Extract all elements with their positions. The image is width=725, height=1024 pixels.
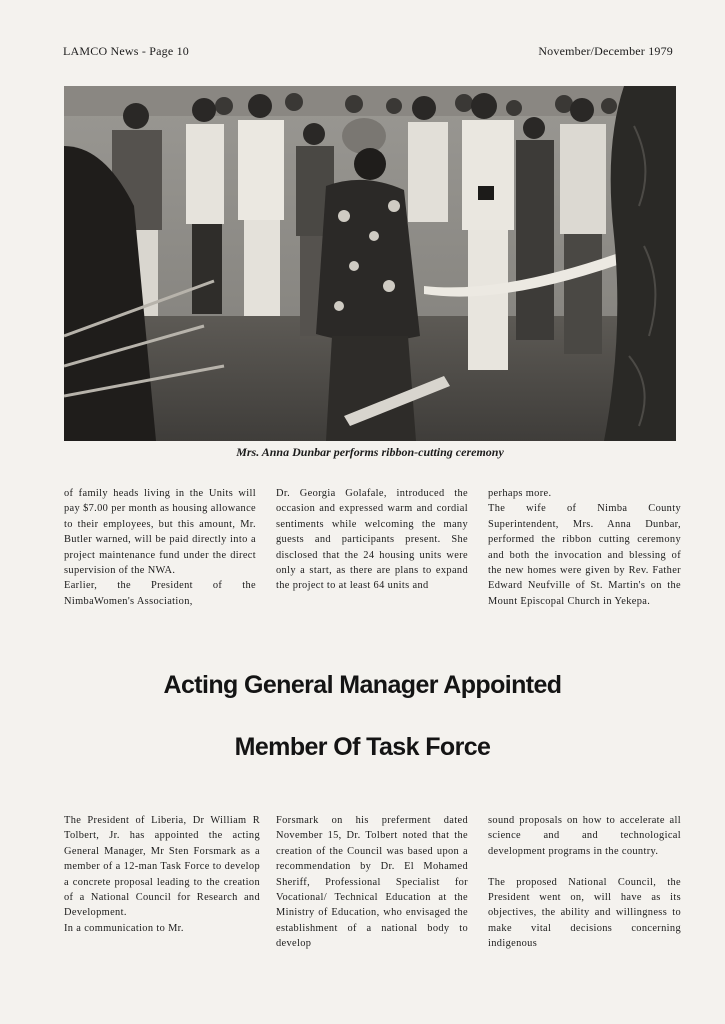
story2-column-1: The President of Liberia, Dr William R Tolbert, Jr. has appointed the acting General Manager, Mr Sten Forsmark as a member of a 12-man Task Force to develop a concrete proposal leading to the creation of a National Council for Research and Development. In a communication to Mr.	[64, 815, 260, 934]
ribbon-cutting-photo	[64, 86, 676, 441]
running-header-left: LAMCO News - Page 10	[63, 44, 189, 58]
photo-caption: Mrs. Anna Dunbar performs ribbon-cutting ceremony	[236, 445, 504, 459]
story2-column-2: Forsmark on his preferment dated November 15, Dr. Tolbert noted that the creation of the Council was based upon a recommendation by Dr. El Mohamed Sheriff, Professional Specialist for Vocational/ Technical Education at the Ministry of Education, who envisaged the establishment of a national body to develop	[276, 815, 468, 950]
article-headline: Acting General Manager Appointed	[163, 671, 562, 699]
story1-column-1: of family heads living in the Units will pay $7.00 per month as housing allowance to their employees, but this amount, Mr. Butler warned, will be paid directly into a project maintenance fund under the direct supervision of the NWA. Earlier, the President of the NimbaWomen's Association,	[64, 488, 256, 607]
article-subheadline: Member Of Task Force	[234, 733, 491, 761]
story1-column-3: perhaps more. The wife of Nimba County Superintendent, Mrs. Anna Dunbar, performed the ribbon cutting ceremony and both the invocation and blessing of the new homes were given by Rev. Father Edward Neufville of St. Martin's on the Mount Episcopal Church in Yekepa.	[488, 488, 681, 607]
story1-column-2: Dr. Georgia Golafale, introduced the occasion and expressed warm and cordial sentiments while welcoming the many guests and participants present. She disclosed that the 24 housing units were only a start, as there are plans to expand the project to at least 64 units and	[276, 488, 468, 592]
story2-column-3: sound proposals on how to accelerate all science and and technological development programs in the country. The proposed National Council, the President went on, will have as its objectives, the ability and willingness to make vital decisions concerning indigenous	[488, 815, 681, 950]
photo-illustration	[64, 86, 676, 441]
running-header-date: November/December 1979	[538, 44, 673, 58]
